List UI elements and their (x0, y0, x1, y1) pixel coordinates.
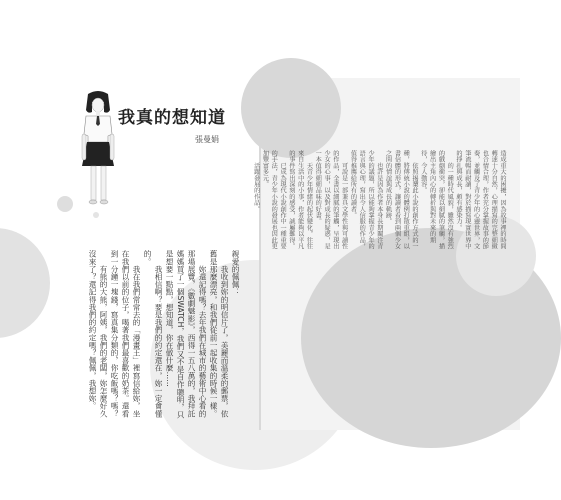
essay-paragraph: 的一種時代風貌，雖然沒有強烈的戲劇衝突，卻能以細膩的筆觸，描繪出主角內心的轉折與對未來的期待，令人動容。 (419, 150, 454, 250)
letter-body (31, 250, 241, 422)
essay-paragraph: 活躍發展的作品。 (252, 150, 260, 212)
decorative-dot-small (93, 212, 99, 218)
letter-paragraph: 親愛的佩佩： (231, 250, 240, 296)
left-page (0, 78, 259, 430)
essay-paragraph: 依照揭櫫此小說的創作方式的一種，將傳統小說的體例打散重組，以書信體的形式，讓讀者看到兩個少女之間的情誼與成長的軌跡。 (384, 150, 419, 250)
essay-paragraph: 天青少年情緒的起伏變化，往往來自生活中的小事，作者能夠以平凡的事件寫出深刻的感受，誠屬難得。 (287, 150, 313, 250)
essay-paragraph: 也許是因為作者本身長期關注青少年的議題，所以能夠掌握青少年的語言與心理，寫出令人信服的作品，值得推薦給所有的讀者。 (349, 150, 383, 250)
letter-paragraph: 我在我們常常去的「漫畫王」裡寫信給妳，坐在我們以前的位子，喝著我們最喜歡的奶茶。還看到一分鐘一塊錢，寫真集分類的，你吃飯嗎？嗎？ (110, 250, 141, 418)
right-page (252, 78, 520, 430)
essay-paragraph: 可說是一部兼具文學性與可讀性的作品，全書以細膩的筆觸，呈現出少女的心事，以及對成長的疑惑，是一本值得細細品味的好書。 (314, 150, 348, 250)
essay-paragraph: 已成為現代小說創作中一種重要的手法，青少年小說的發展也因此更加豐富多元。 (261, 150, 287, 250)
letter-paragraph: 我收到妳的明信片了，美麗而溫柔的郵票，依舊是那麼漂亮，和我們從前一起收集的時候一樣。 (209, 250, 229, 418)
letter-paragraph: 妳還記得嗎？去年我們在城市的藝術中心看的那場展覽，《數劇魅影》，西得一五八萬的，我拜託媽媽買了一個SWATCH，我們又不是自作聰明，只是想要一點點，想知道，你在做什麼…… (165, 250, 207, 419)
letter-paragraph: 我相信啊？要是我們的約定還在，妳一定會懂的。 (143, 250, 163, 418)
book-spread (0, 78, 520, 430)
author-name: 張曼娟 (195, 135, 219, 144)
essay-body (252, 150, 506, 250)
decorative-circle-top (241, 58, 341, 158)
letter-paragraph: 有熊的大熊，阿姨，我們的老闆，妳怎麼好久沒來了？還記得我們的約定嗎？佩佩，我想妳。 (88, 250, 108, 418)
essay-paragraph: 造成重大的困擾，因為故事裡的時間轉速十分自然，心理描寫的完整細緻也合情合理，作者充分掌握故事的節奏，並觸及了青少年的心靈世界，文筆流暢而耐讀，對於描寫現實世界中的掙扎與成長，頗有感染力。 (455, 150, 506, 250)
page-title: 我真的想知道 (118, 108, 226, 128)
